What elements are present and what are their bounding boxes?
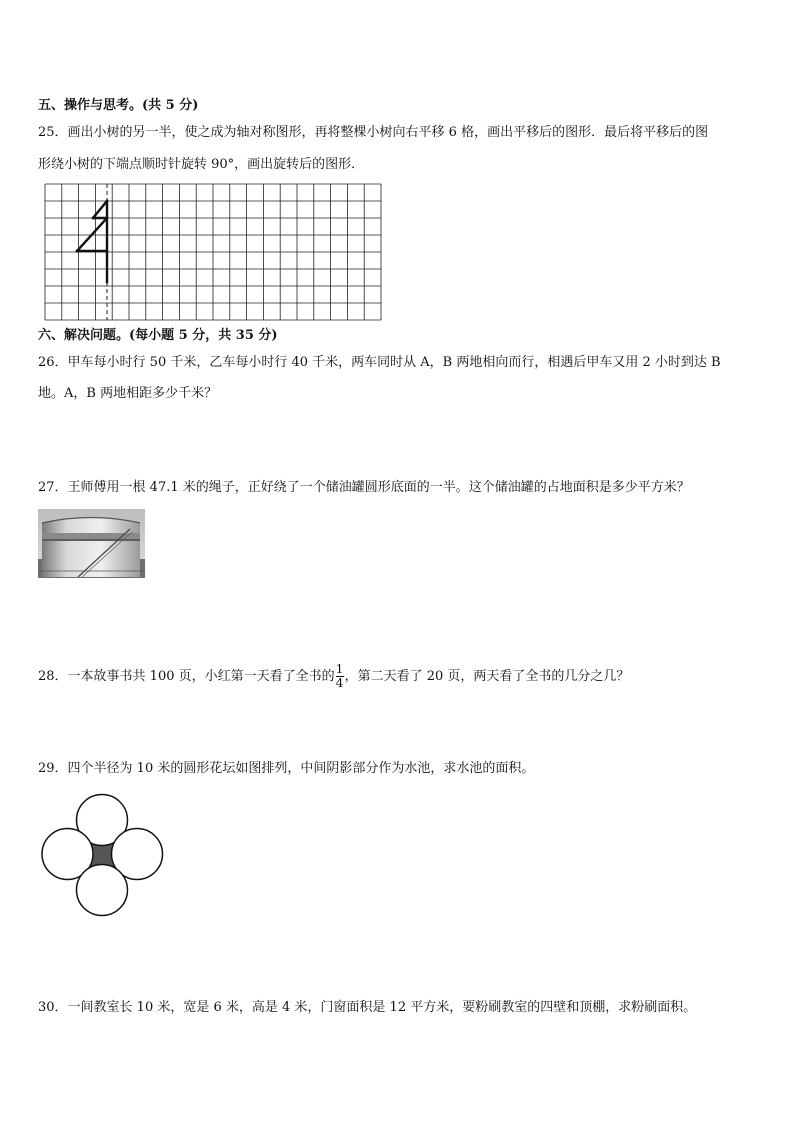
q25-grid-figure <box>45 184 381 320</box>
section-6-title: 六、解决问题。(每小题 5 分，共 35 分) <box>38 328 278 343</box>
q25-line1: 25．画出小树的另一半，使之成为轴对称图形，再将整棵小树向右平移 6 格，画出平移后的图形．最后将平移后的图 <box>38 125 709 140</box>
four-circles-figure <box>40 793 168 918</box>
q28-text-after: ，第二天看了 20 页，两天看了全书的几分之几？ <box>344 669 630 684</box>
q26-line2: 地。A，B 两地相距多少千米？ <box>38 386 218 401</box>
q28-text <box>38 662 629 692</box>
q28-text-before: 28．一本故事书共 100 页，小红第一天看了全书的 <box>38 669 335 684</box>
oil-tank-photo <box>38 509 145 578</box>
q28-fraction <box>336 663 344 690</box>
half-tree <box>77 201 107 282</box>
q25-line2: 形绕小树的下端点顺时针旋转 90°，画出旋转后的图形． <box>38 157 365 172</box>
q30-text: 30．一间教室长 10 米，宽是 6 米，高是 4 米，门窗面积是 12 平方米，要粉刷教室的四壁和顶棚，求粉刷面积。 <box>38 1000 697 1015</box>
fraction-numerator: 1 <box>335 662 344 676</box>
circle-bottom <box>77 865 128 916</box>
section-5-title: 五、操作与思考。(共 5 分) <box>38 98 199 113</box>
fraction-denominator: 4 <box>335 676 344 690</box>
q29-text: 29．四个半径为 10 米的圆形花坛如图排列，中间阴影部分作为水池，求水池的面积。 <box>38 761 535 776</box>
q26-line1: 26．甲车每小时行 50 千米，乙车每小时行 40 千米，两车同时从 A，B 两地相向而行，相遇后甲车又用 2 小时到达 B <box>38 355 721 370</box>
q27-text: 27．王师傅用一根 47.1 米的绳子，正好绕了一个储油罐圆形底面的一半。这个储油罐的占地面积是多少平方米？ <box>38 480 690 495</box>
